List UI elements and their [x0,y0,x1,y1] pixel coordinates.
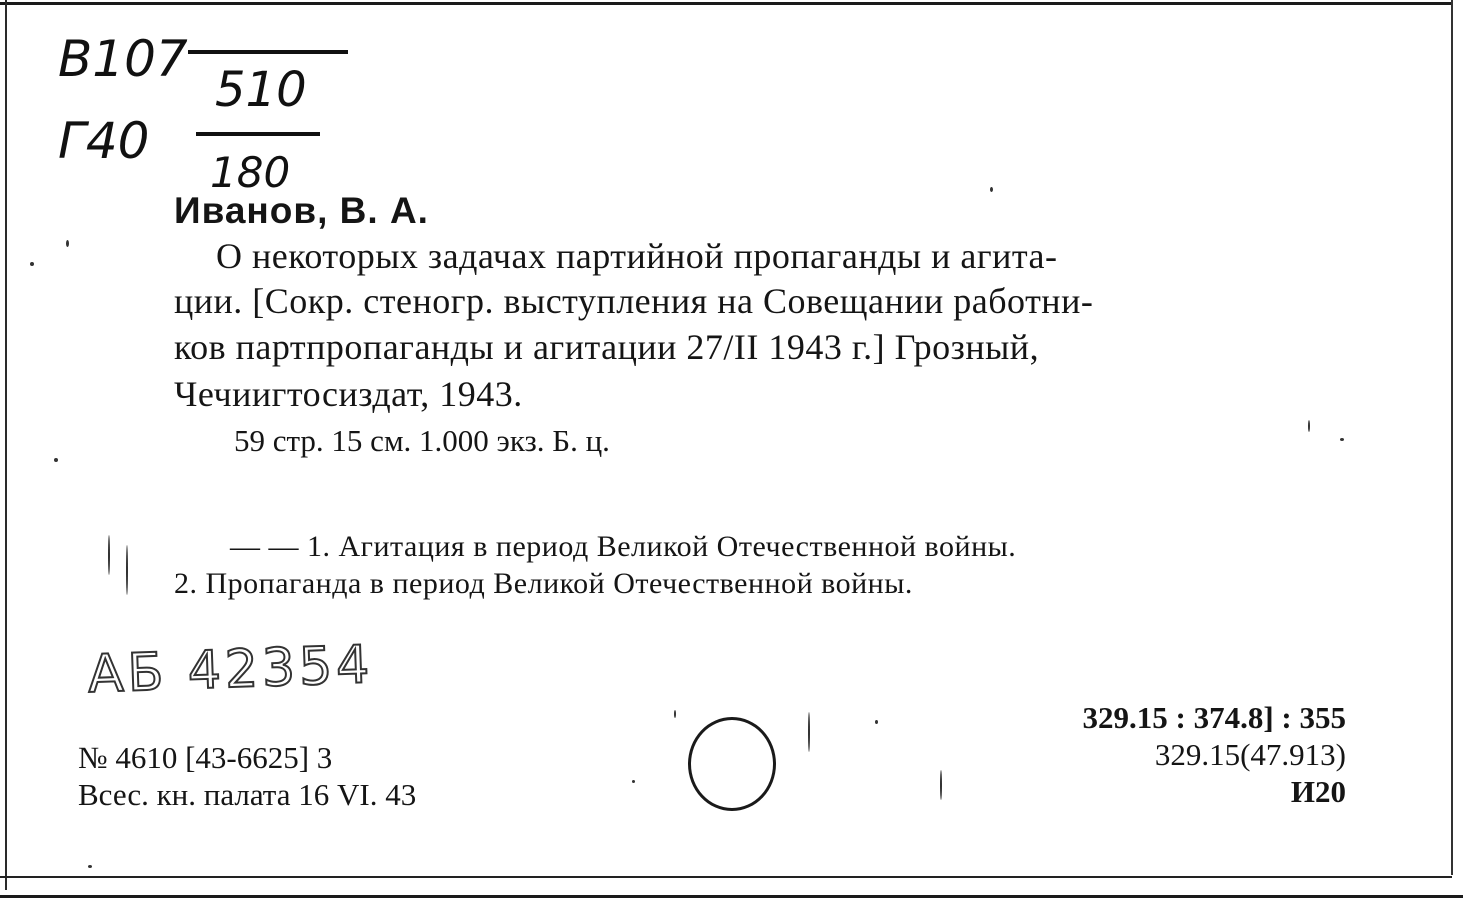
scan-speck [54,458,58,462]
card-edge-bottom [0,876,1452,878]
subject-line-1: — — 1. Агитация в период Великой Отечественной войны. [230,530,1017,563]
scan-speck [66,240,69,247]
scan-speck [990,187,993,192]
scan-speck [940,770,942,800]
scan-speck [674,710,676,718]
scan-speck [875,720,878,724]
scan-speck [808,712,810,752]
card-edge-top [0,2,1452,5]
scan-speck [632,780,635,783]
classification-code-1: 329.15 : 374.8] : 355 [1082,700,1346,735]
author-heading: Иванов, В. А. [174,190,429,231]
card-edge-left [5,0,7,890]
scan-speck [30,262,34,266]
scan-speck [88,865,92,868]
description-line-2: ции. [Сокр. стеногр. выступления на Совещании работни- [174,281,1094,321]
scan-speck [108,535,110,575]
classification-code-2: 329.15(47.913) [1154,737,1346,772]
subject-line-2: 2. Пропаганда в период Великой Отечественной войны. [174,567,913,600]
punch-hole [688,717,776,811]
shelfmark-1-prefix: В107 [58,30,188,88]
classification-code-3: И20 [1290,774,1346,809]
description-line-1: О некоторых задачах партийной пропаганды и агита- [216,236,1058,276]
book-chamber-date: Всес. кн. палата 16 VI. 43 [78,777,417,812]
card-edge-right [1451,0,1453,875]
scan-speck [1340,438,1344,441]
shelfmark-1-number: 510 [215,62,307,118]
shelfmark-2-prefix: Г40 [58,112,150,170]
scan-speck [126,545,128,595]
card-edge-bottom-outer [0,895,1463,898]
physical-description: 59 стр. 15 см. 1.000 экз. Б. ц. [234,423,610,458]
shelfmark-1-bar [188,50,348,54]
shelfmark-2-bar [196,132,320,136]
description-line-4: Чечиигтосиздат, 1943. [174,374,523,414]
shelfmark-2-number: 180 [210,148,291,197]
scan-speck [1308,420,1310,432]
description-line-3: ков партпропаганды и агитации 27/II 1943 г.] Грозный, [174,327,1040,367]
inventory-stamp: АБ 42354 [87,635,375,705]
record-number: № 4610 [43-6625] 3 [78,740,333,775]
